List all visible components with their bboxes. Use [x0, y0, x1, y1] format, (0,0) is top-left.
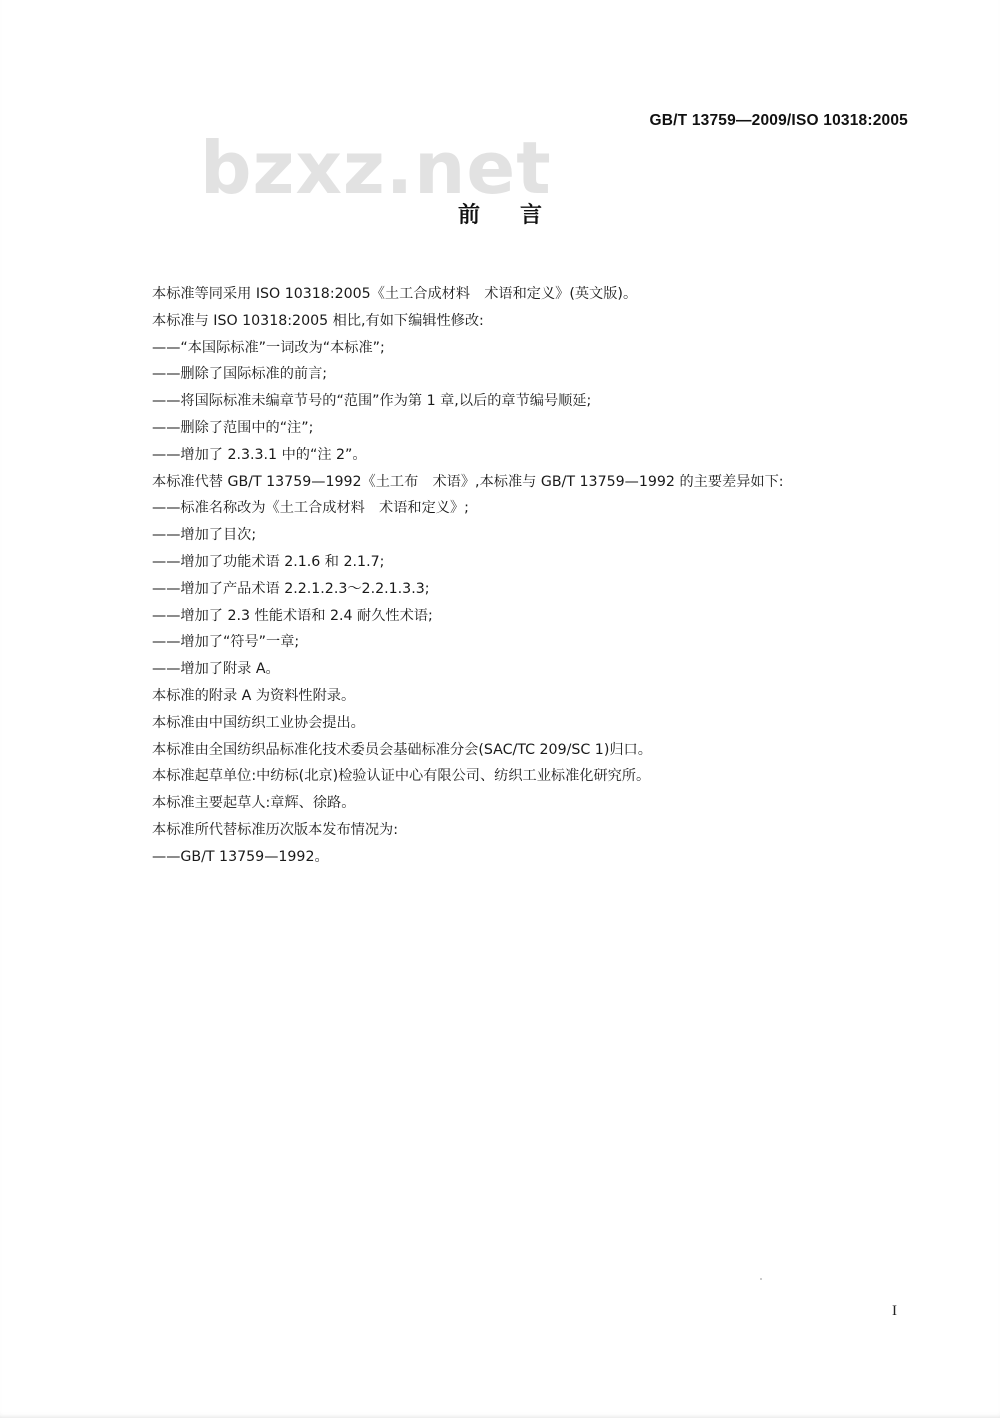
page-title: 前言 — [457, 203, 582, 228]
paragraph-editorial-changes: 本标准与 ISO 10318:2005 相比,有如下编辑性修改: — [152, 312, 484, 329]
paragraph-history: 本标准所代替标准历次版本发布情况为: — [152, 821, 398, 838]
paragraph-adoption: 本标准等同采用 ISO 10318:2005《土工合成材料 术语和定义》(英文版)。 — [152, 286, 638, 302]
paragraph-drafters: 本标准主要起草人:章辉、徐路。 — [152, 795, 356, 812]
paragraph-proposer: 本标准由中国纺织工业协会提出。 — [152, 714, 365, 731]
list-item: ——增加了附录 A。 — [152, 661, 280, 678]
list-item: ——删除了国际标准的前言; — [152, 366, 328, 383]
scan-speck — [760, 1278, 762, 1280]
list-item: ——增加了 2.3.3.1 中的“注 2”。 — [152, 446, 367, 463]
watermark: bzxz.net — [200, 126, 552, 210]
list-item: ——增加了 2.3 性能术语和 2.4 耐久性术语; — [152, 607, 433, 624]
list-item: ——“本国际标准”一词改为“本标准”; — [152, 339, 385, 356]
list-item: ——GB/T 13759—1992。 — [152, 848, 329, 865]
paragraph-replaces: 本标准代替 GB/T 13759—1992《土工布 术语》,本标准与 GB/T 13759—1992 的主要差异如下: — [152, 473, 784, 490]
foreword-body — [152, 281, 912, 871]
page-number: I — [892, 1303, 897, 1319]
list-item: ——增加了目次; — [152, 527, 257, 544]
paragraph-responsible: 本标准由全国纺织品标准化技术委员会基础标准分会(SAC/TC 209/SC 1)归口。 — [152, 741, 652, 758]
paragraph-drafting-units: 本标准起草单位:中纺标(北京)检验认证中心有限公司、纺织工业标准化研究所。 — [152, 768, 651, 785]
list-item: ——将国际标准未编章节号的“范围”作为第 1 章,以后的章节编号顺延; — [152, 393, 592, 410]
list-item: ——增加了“符号”一章; — [152, 634, 300, 651]
paragraph-annex: 本标准的附录 A 为资料性附录。 — [152, 687, 356, 704]
list-item: ——增加了产品术语 2.2.1.2.3～2.2.1.3.3; — [152, 580, 430, 597]
list-item: ——增加了功能术语 2.1.6 和 2.1.7; — [152, 553, 385, 570]
standard-code: GB/T 13759—2009/ISO 10318:2005 — [649, 112, 908, 129]
list-item: ——标准名称改为《土工合成材料 术语和定义》; — [152, 500, 469, 517]
list-item: ——删除了范围中的“注”; — [152, 419, 314, 436]
